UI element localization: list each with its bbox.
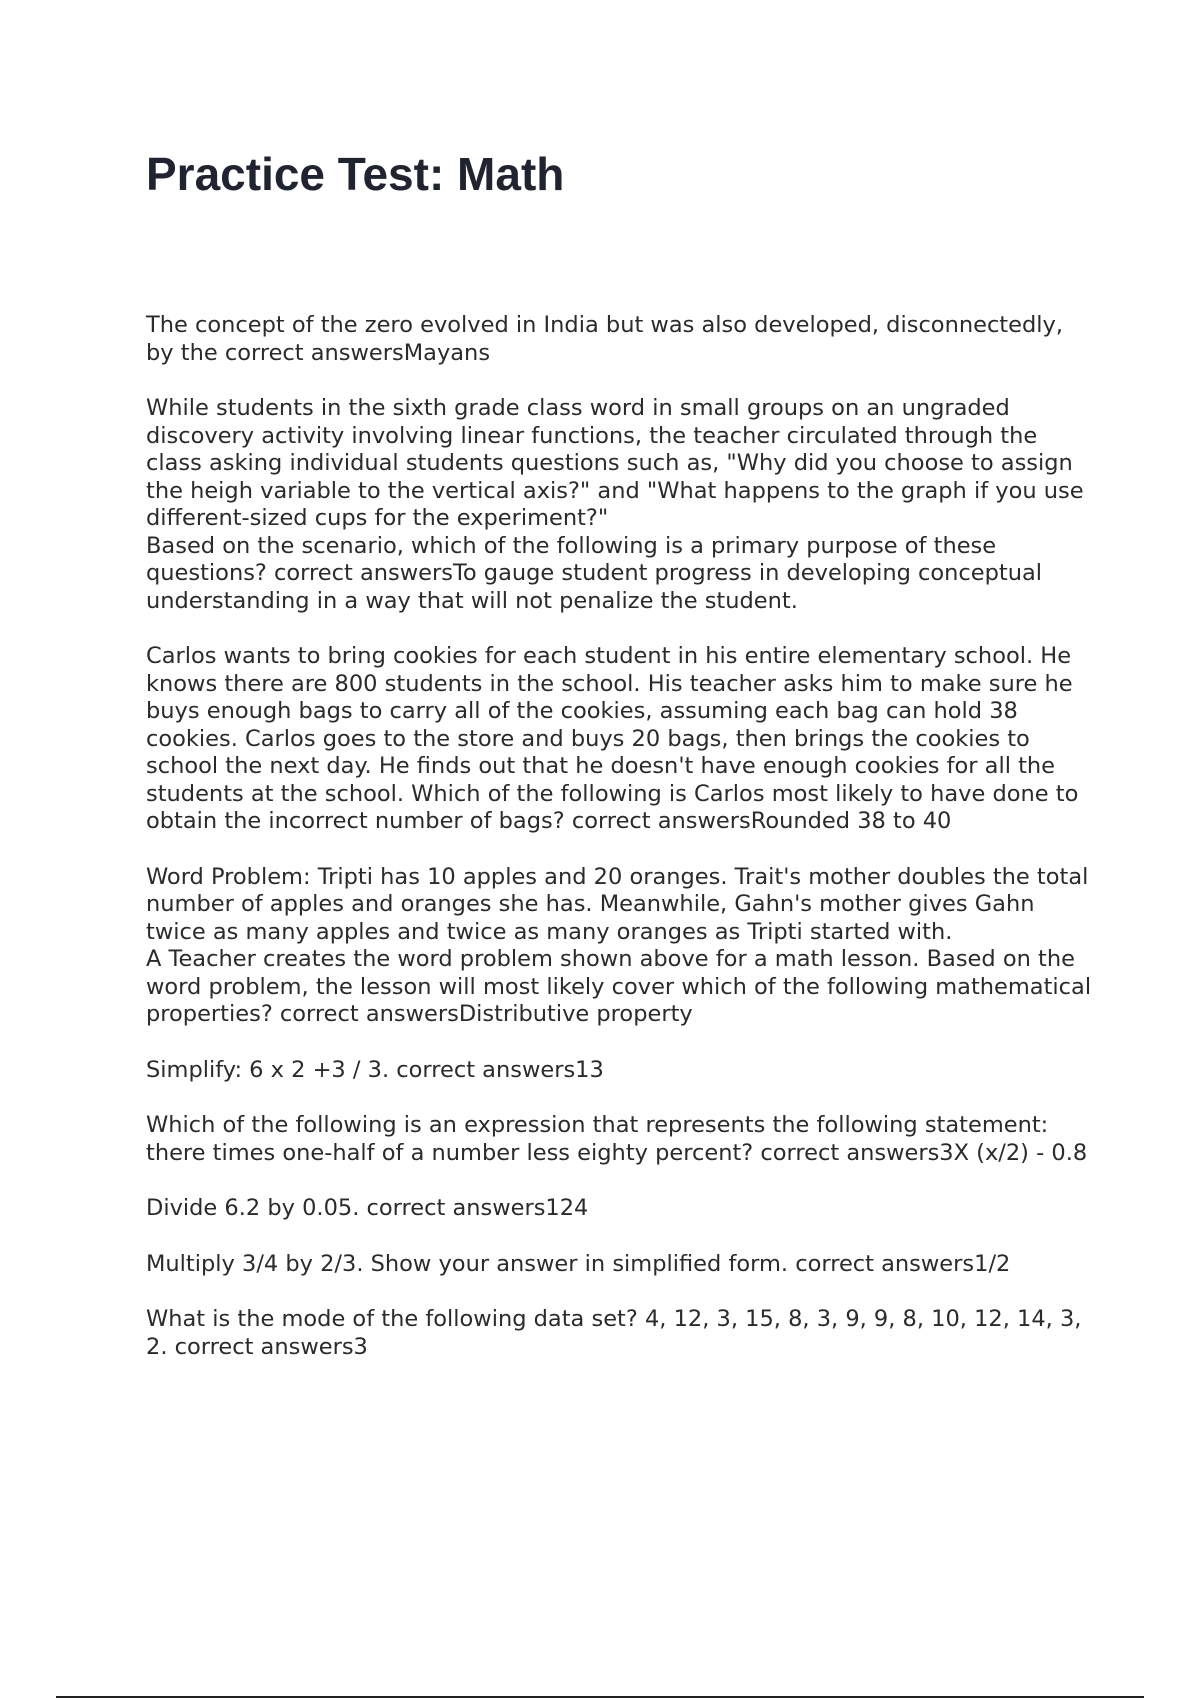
- question-item-6: [146, 1112, 1096, 1167]
- question-text: Word Problem: Tripti has 10 apples and 20 oranges. Trait's mother doubles the total number of apples and oranges she has. Meanwhile, Gahn's mother gives Gahn twice as many apples and twice as many oranges as Tripti started with.: [146, 863, 1089, 945]
- question-item-7: [146, 1195, 1096, 1223]
- question-text: Based on the scenario, which of the following is a primary purpose of these questions? correct answersTo gauge student progress in developing conceptual understanding in a way that will not penalize the student.: [146, 532, 1043, 614]
- question-text: While students in the sixth grade class word in small groups on an ungraded discovery activity involving linear functions, the teacher circulated through the class asking individual students questions such as, "Why did you choose to assign the heigh variable to the vertical axis?" and "What happens to the graph if you use different-sized cups for the experiment?": [146, 395, 1084, 531]
- question-text: What is the mode of the following data set? 4, 12, 3, 15, 8, 3, 9, 9, 8, 10, 12, 14, 3, 2. correct answers3: [146, 1306, 1082, 1360]
- question-item-3: [146, 643, 1096, 836]
- question-text: Simplify: 6 x 2 +3 / 3. correct answers13: [146, 1056, 604, 1083]
- question-item-1: [146, 312, 1096, 367]
- question-item-8: [146, 1251, 1096, 1279]
- question-item-2: [146, 395, 1096, 615]
- question-text: A Teacher creates the word problem shown above for a math lesson. Based on the: [146, 946, 1075, 972]
- question-list: [146, 312, 1096, 1389]
- question-item-5: [146, 1057, 1096, 1085]
- question-text: Divide 6.2 by 0.05. correct answers124: [146, 1195, 589, 1221]
- question-text: Carlos wants to bring cookies for each student in his entire elementary school. He knows there are 800 students in the school. His teacher asks him to make sure he buys enough bags to carry all of the cookies, assuming each bag can hold 38 cookies. Carlos goes to the store and buys 20 bags, then brings the cookies to school the next day. He finds out that he doesn't have enough cookies for all the students at the school. Which of the following is Carlos most likely to have done to obtain the incorrect number of bags? correct answersRounded 38 to 40: [146, 643, 1079, 834]
- question-text: Which of the following is an expression that represents the following statement: there times one-half of a number less eighty percent? correct answers3X (x/2) - 0.8: [146, 1112, 1088, 1166]
- question-text: Multiply 3/4 by 2/3. Show your answer in simplified form. correct answers1/2: [146, 1250, 1011, 1277]
- question-text: The concept of the zero evolved in India but was also developed, disconnectedly, by the correct answersMayans: [146, 312, 1063, 366]
- question-text: word problem, the lesson will most likely cover which of the following mathematical properties? correct answersDistributive property: [146, 973, 1092, 1027]
- question-item-4: [146, 864, 1096, 1029]
- page-title: Practice Test: Math: [146, 148, 565, 200]
- footer-divider: [56, 1696, 1144, 1698]
- question-item-9: [146, 1306, 1096, 1361]
